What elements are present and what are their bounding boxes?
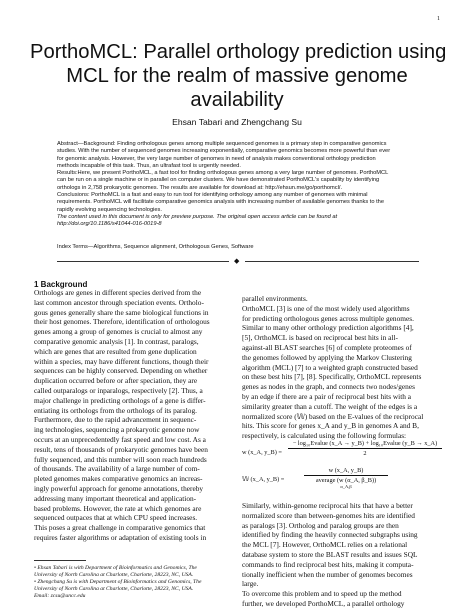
text-line: entiating its orthologs from the orthologs of its paralog. xyxy=(34,405,197,415)
text-line: gous genes generally share the same biological functions in xyxy=(34,307,209,317)
text-line: genes among a group of genomes is crucial to almost any xyxy=(34,327,203,337)
footnotes xyxy=(34,565,232,600)
text-line: fully sequenced, and this number will soon reach hundreds xyxy=(34,454,207,464)
text-line: hits. This score for genes x_A and y_B in genomes A and B, xyxy=(242,421,419,431)
text-line: parallel environments. xyxy=(242,294,308,303)
text-line: for predicting orthologous genes across multiple genomes. xyxy=(242,313,414,323)
text-line: Orthologs are genes in different species derived from the xyxy=(34,288,202,297)
page-number: 1 xyxy=(437,16,440,22)
title-line: availability xyxy=(190,89,284,111)
text-line: Similar to many other orthology prediction algorithms [4], xyxy=(242,323,414,333)
text-line: normalized score (𝕎) based on the E-values of the reciprocal xyxy=(242,411,424,421)
text-line: Similarly, within-genome reciprocal hits that have a better xyxy=(242,501,413,510)
eq2-numerator: w (x_A, y_B) xyxy=(328,467,364,474)
text-line: the MCL [7]. However, OrthoMCL relies on a relational xyxy=(242,540,408,550)
eq2-denominator: average (w (α_A, β_B)) xyxy=(315,477,377,484)
eq2-subscript: α_A,β xyxy=(340,484,352,489)
abstract-line: methods incapable of this task. Thus, an ultrafast tool is urgently needed. xyxy=(57,162,241,169)
text-line: sequences can be highly conserved. Depending on whether xyxy=(34,366,208,376)
text-line: commands to find reciprocal best hits, making it computa- xyxy=(242,559,414,569)
text-line: genes as nodes in the graph, and connects two nodes/genes xyxy=(242,382,415,392)
diamond-icon: ◆ xyxy=(234,257,240,265)
abstract-line: requirements. PorthoMCL will facilitate comparative genomics analysis with increasing number of available genomes thanks to the xyxy=(57,199,384,206)
authors: Ehsan Tabari and Zhengchang Su xyxy=(172,117,302,127)
text-line: identified by finding the heavily connected subgraphs using xyxy=(242,530,418,540)
right-column-bottom xyxy=(242,501,440,609)
text-line: their host genomes. Therefore, identification of orthologous xyxy=(34,317,210,327)
text-line: Email: zcsu@uncc.edu xyxy=(34,593,86,599)
text-line: within a species, may have different functions, though their xyxy=(34,356,209,366)
text-line: requires faster algorithms or adaptation of existing tools in xyxy=(34,532,207,542)
text-line: against-all BLAST searches [6] of complete proteomes of xyxy=(242,342,412,352)
abstract-line: Conclusions: PorthoMCL is a fast and easy to run tool for identifying orthology among any number of genomes with minimal xyxy=(57,192,368,199)
text-line: further, we developed PorthoMCL, a parallel orthology xyxy=(242,598,405,608)
text-line: University of North Carolina at Charlotte, Charlotte, 28223, NC, USA. xyxy=(34,586,194,592)
text-line: duplication occurred before or after speciation, they are xyxy=(34,376,198,386)
paper-title xyxy=(30,40,447,112)
abstract-line: orthologs in 2,758 prokaryotic genomes. The results are available for download at: http://ehsun.me/go/porthomcl/. xyxy=(57,184,343,191)
text-line: This poses a great challenge in comparative genomics that xyxy=(34,523,206,533)
text-line: large. xyxy=(242,579,259,589)
abstract-line: can be run on a single machine or in parallel on computer clusters. We have demonstrated PorthoMCL's capability by identifying xyxy=(57,177,380,184)
text-line: occurs at an unprecedentedly fast speed and low cost. As a xyxy=(34,434,206,444)
text-line: database system to store the BLAST results and issues SQL xyxy=(242,549,418,559)
text-line: University of North Carolina at Charlotte, Charlotte, 28223, NC, USA. xyxy=(34,572,194,578)
text-line: the genomes followed by applying the Markov Clustering xyxy=(242,352,412,362)
eq1-numerator: − log₁₀Evalue (x_A → y_B) + log₁₀Evalue (y_B → x_A) xyxy=(292,440,438,447)
footnote-rule xyxy=(34,560,86,561)
abstract-line: Results:Here, we present PorthoMCL, a fast tool for finding orthologous genes among a very large number of genomes. PorthoMCL xyxy=(57,170,389,177)
text-line: sequenced outpaces that at which CPU speed increases. xyxy=(34,513,198,523)
text-line: similarity greater than a cutoff. The weight of the edges is a xyxy=(242,401,418,411)
text-line: major challenge in predicting orthologs of a gene is differ- xyxy=(34,395,206,405)
text-line: last common ancestor through speciation events. Ortholo- xyxy=(34,297,204,307)
text-line: by an edge if there are a pair of reciprocal best hits with a xyxy=(242,391,412,401)
text-line: addressing many important theoretical and application- xyxy=(34,493,197,503)
abstract-line: for genomic analysis. However, the very large number of genomes in need of analysis makes conventional orthology prediction xyxy=(57,155,376,162)
text-line: [5], OrthoMCL is based on reciprocal best hits in all- xyxy=(242,333,398,343)
left-column xyxy=(34,288,232,543)
eq1-fraction xyxy=(288,440,442,457)
index-terms: Index Terms—Algorithms, Sequence alignment, Orthologous Genes, Software xyxy=(57,244,254,250)
abstract-line: studies. With the number of sequenced genomes increasing exponentially, comparative genomics becomes more powerful than ever xyxy=(57,148,391,155)
text-line: ing technologies, sequencing a prokaryotic genome now xyxy=(34,425,200,435)
text-line: respectively, is calculated using the following formulas: xyxy=(242,431,407,441)
text-line: algorithm (MCL) [7] to a weighted graph constructed based xyxy=(242,362,418,372)
text-line: Furthermore, due to the rapid advancement in sequenc- xyxy=(34,415,197,425)
text-line: • Zhengchang Su is with Department of Bioinformatics and Genomics, The xyxy=(34,579,202,585)
text-line: of thousands. The availability of a large number of com- xyxy=(34,464,200,474)
text-line: based problems. However, the rate at which genomes are xyxy=(34,503,202,513)
text-line: • Ehsan Tabari is with Department of Bioinformatics and Genomics, The xyxy=(34,565,197,571)
text-line: result, tens of thousands of prokaryotic genomes have been xyxy=(34,444,208,454)
text-line: as paralogs [3]. Ortholog and paralog groups are then xyxy=(242,520,399,530)
text-line: on these best hits [7], [8]. Specifically, OrthoMCL represents xyxy=(242,372,422,382)
eq1-lhs: w (x_A, y_B) = xyxy=(242,449,282,456)
text-line: called outparalogs or inparalogs, respectively [2]. Thus, a xyxy=(34,385,203,395)
text-line: normalized score than between-genomes hits are identified xyxy=(242,510,415,520)
title-line: MCL for the realm of massive genome xyxy=(66,65,408,87)
right-column-top xyxy=(242,294,440,441)
text-line: OrthoMCL [3] is one of the most widely used algorithms xyxy=(242,303,410,313)
eq2-lhs: 𝕎 (x_A, y_B) = xyxy=(242,476,285,483)
abstract xyxy=(57,141,419,229)
abstract-line: rapidly evolving sequencing technologies. xyxy=(57,206,162,213)
eq1-denominator: 2 xyxy=(363,450,367,457)
equation-block xyxy=(242,440,442,490)
text-line: ingly powerful approach for genome annotations, thereby xyxy=(34,483,204,493)
text-line: comparative genomic analysis [1]. In contrast, paralogs, xyxy=(34,336,199,346)
text-line: which are genes that are resulted from gene duplication xyxy=(34,346,197,356)
doi-link[interactable]: http://doi.org/10.1186/s41044-016-0019-8 xyxy=(57,221,162,228)
text-line: To overcome this problem and to speed up the method xyxy=(242,589,402,599)
eq2-fraction xyxy=(304,467,388,489)
title-line: PorthoMCL: Parallel orthology prediction using xyxy=(30,41,447,63)
text-line: pleted genomes makes comparative genomics an increas- xyxy=(34,474,203,484)
section-heading: 1 Background xyxy=(34,280,88,289)
abstract-line: Abstract—Background: Finding orthologous genes among multiple sequenced genomes is a primary step in comparative genomics xyxy=(57,141,387,147)
preview-note: The content used in this document is only for preview purpose. The original open access article can be found at xyxy=(57,213,338,220)
text-line: tionally inefficient when the number of genomes becomes xyxy=(242,569,413,579)
